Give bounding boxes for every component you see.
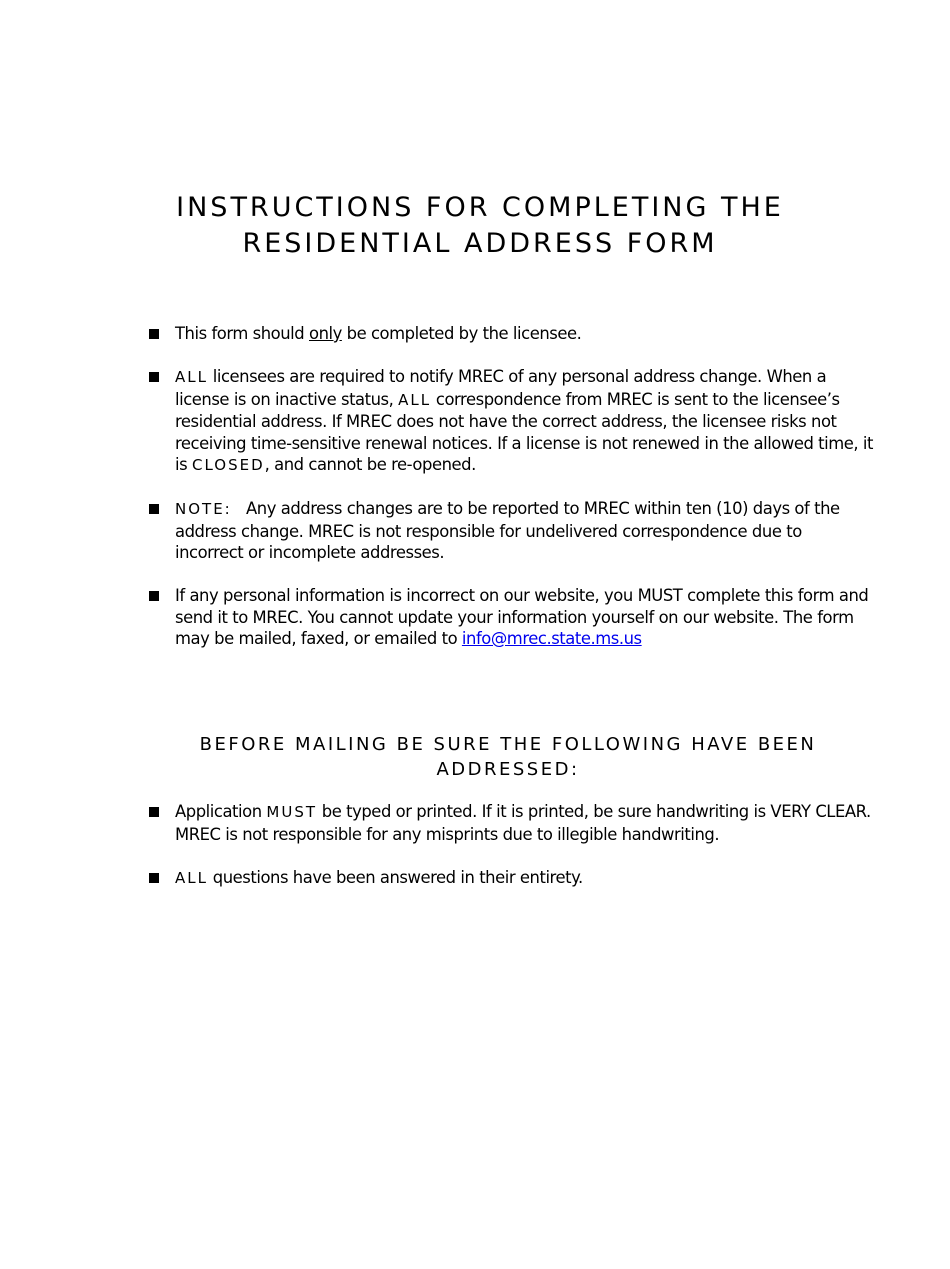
emphasis-only: only	[309, 324, 342, 343]
emphasis-must: MUST	[266, 803, 318, 821]
email-link[interactable]: info@mrec.state.ms.us	[461, 629, 642, 648]
list-item	[148, 585, 874, 650]
square-bullet-icon	[149, 329, 159, 339]
checklist-text: be typed or printed. If it is printed, be sure handwriting is VERY CLEAR. MREC is not responsible for any misprints due to illegible handwriting.	[175, 802, 871, 844]
checklist-heading	[178, 732, 838, 782]
checklist-text: questions have been answered in their entirety.	[207, 867, 583, 887]
list-item	[148, 801, 874, 845]
list-item	[148, 323, 874, 345]
instruction-text: correspondence from MREC is sent to the licensee’s residential address. If MREC does not have the correct address, the licensee risks not receiving time-sensitive renewal notices. If a license is not renewed in the allowed time, it is	[175, 389, 874, 474]
list-item	[148, 498, 874, 564]
checklist-list	[148, 801, 874, 911]
emphasis-all: ALL	[175, 868, 208, 887]
instruction-text: licensees are required to notify MREC of any personal address change. When a license is on inactive status,	[175, 367, 827, 409]
checklist-heading-line1: BEFORE MAILING BE SURE THE FOLLOWING HAVE BEEN	[199, 734, 817, 755]
instruction-text: If any personal information is incorrect on our website, you MUST complete this form and send it to MREC. You cannot update your information yourself on our website. The form may be mailed, faxed, or emailed to	[175, 586, 869, 648]
square-bullet-icon	[149, 591, 159, 601]
instruction-text: , and cannot be re-opened.	[264, 455, 476, 474]
square-bullet-icon	[149, 807, 159, 817]
page-title-line1: INSTRUCTIONS FOR COMPLETING THE	[176, 192, 784, 223]
square-bullet-icon	[149, 873, 159, 883]
page-title	[100, 190, 860, 262]
emphasis-all: ALL	[175, 368, 208, 386]
checklist-heading-line2: ADDRESSED:	[436, 759, 580, 780]
checklist-text: Application	[175, 802, 267, 821]
list-item	[148, 366, 874, 477]
emphasis-all: ALL	[398, 390, 432, 409]
square-bullet-icon	[149, 504, 159, 514]
square-bullet-icon	[149, 372, 159, 382]
instructions-list	[148, 323, 874, 671]
page-title-line2: RESIDENTIAL ADDRESS FORM	[242, 228, 718, 259]
emphasis-closed: CLOSED	[191, 456, 265, 474]
note-label: NOTE:	[175, 500, 232, 518]
instruction-text: be completed by the licensee.	[341, 324, 582, 343]
list-item	[148, 867, 874, 890]
instruction-text: Any address changes are to be reported to MREC within ten (10) days of the address change. MREC is not responsible for undelivered correspondence due to incorrect or incomplete addresses.	[175, 499, 845, 562]
instruction-text: This form should	[175, 324, 309, 343]
